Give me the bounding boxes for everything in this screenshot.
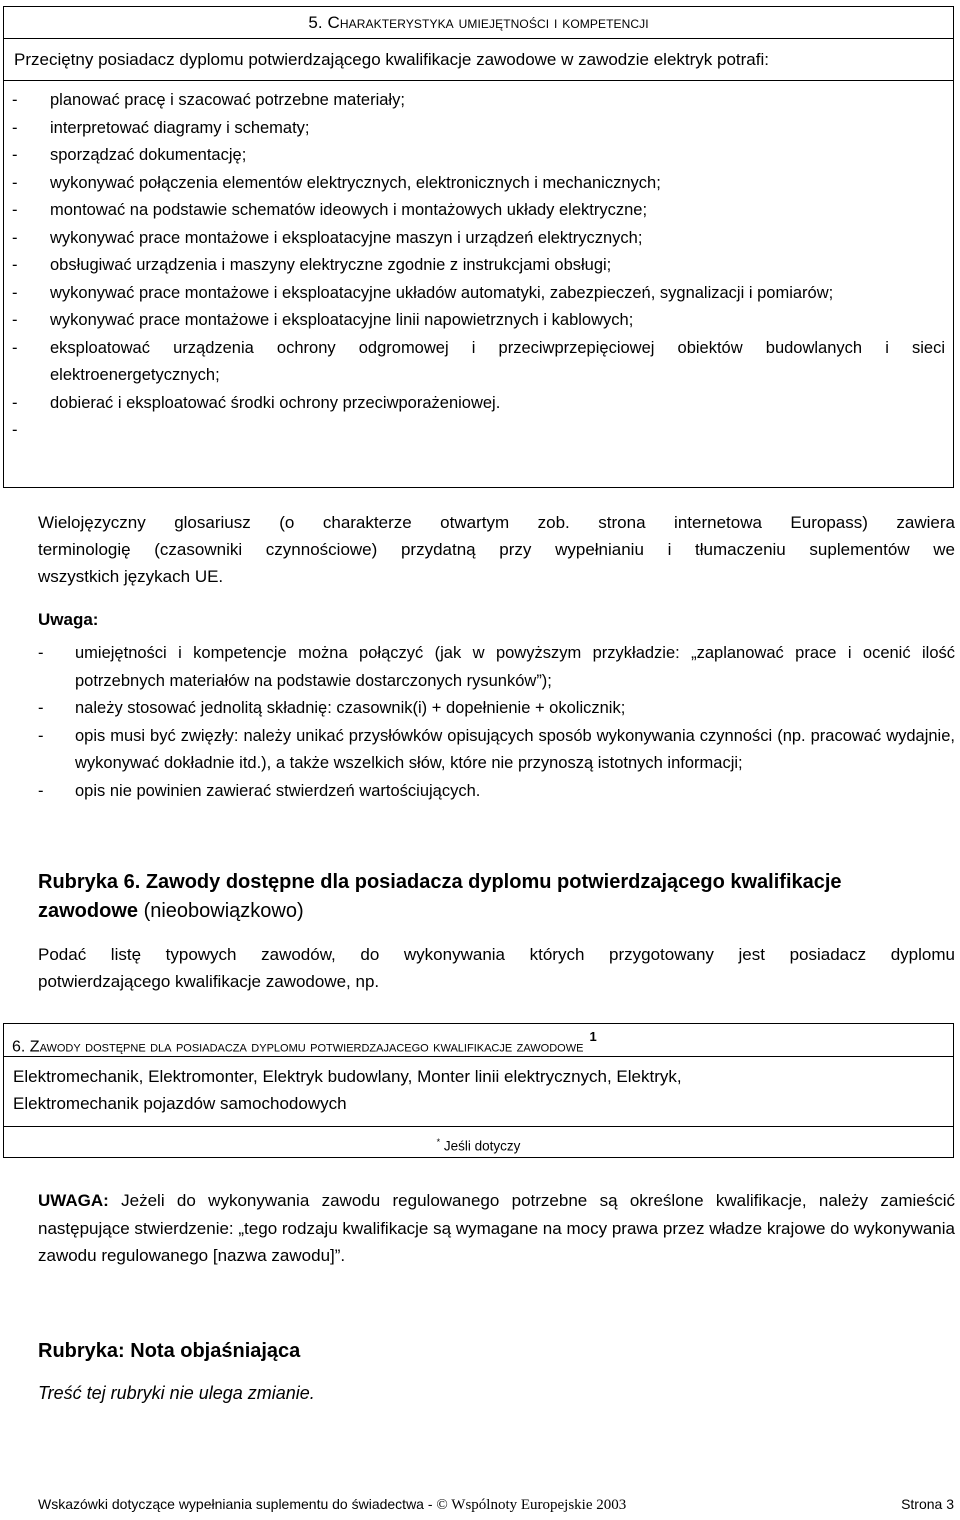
uwaga-regulated-label: UWAGA: <box>38 1191 109 1210</box>
section-6-footnote: * Jeśli dotyczy <box>4 1126 953 1157</box>
uwaga-item: - opis musi być zwięzły: należy unikać przysłówków opisujących sposób wykonywania czynności (np. pracować wydajnie, wykonywać dokładnie itd.), a także wszelkich słów, które nie przynoszą istotnych informacji; <box>38 723 955 778</box>
copyright: © Wspólnoty Europejskie 2003 <box>436 1497 627 1513</box>
page-number: Strona 3 <box>901 1496 954 1512</box>
bullet-dash: - <box>12 118 18 137</box>
bullet-dash: - <box>12 393 18 412</box>
section-6-content <box>4 1057 953 1117</box>
uwaga-item: - umiejętności i kompetencje można połączyć (jak w powyższym przykładzie: „zaplanować prace i ocenić ilość potrzebnych materiałów na podstawie dostarczonych rysunków”); <box>38 640 955 695</box>
bullet-dash: - <box>12 338 18 357</box>
skill-item: - obsługiwać urządzenia i maszyny elektryczne zgodnie z instrukcjami obsługi; <box>12 252 945 280</box>
bullet-dash: - <box>12 173 18 192</box>
skills-list <box>4 81 953 439</box>
glossary-line-1: Wielojęzyczny glosariusz (o charakterze otwartym zob. strona internetowa Europass) zawiera <box>38 513 955 532</box>
glossary-line-2: terminologię (czasowniki czynnościowe) przydatną przy wypełnianiu i tłumaczeniu suplementów we <box>38 540 955 559</box>
nota-text: Treść tej rubryki nie ulega zmianie. <box>38 1383 315 1403</box>
rubryka-6-heading-bold: Rubryka 6. Zawody dostępne dla posiadacza dyplomu potwierdzającego kwalifikacje zawodowe <box>38 871 842 922</box>
glossary-line-3: wszystkich językach UE. <box>38 567 224 586</box>
rubryka-6-desc-line-1: Podać listę typowych zawodów, do wykonywania których przygotowany jest posiadacz dyplomu <box>38 945 955 964</box>
bullet-dash: - <box>12 283 18 302</box>
section-6-box <box>3 1023 954 1158</box>
rubryka-6-heading-optional: (nieobowiązkowo) <box>138 900 304 922</box>
bullet-dash: - <box>38 726 44 745</box>
uwaga-regulated: UWAGA: Jeżeli do wykonywania zawodu regulowanego potrzebne są określone kwalifikacje, należy zamieścić następujące stwierdzenie: „tego rodzaju kwalifikacje są wymagane na mocy prawa przez władze krajowe do wykonywania zawodu regulowanego [nazwa zawodu]”. <box>38 1191 955 1265</box>
skill-item: - wykonywać prace montażowe i eksploatacyjne układów automatyki, zabezpieczeń, sygnalizacji i pomiarów; <box>12 280 945 308</box>
uwaga-title: Uwaga: <box>38 610 99 629</box>
bullet-dash: - <box>12 311 18 329</box>
bullet-dash: - <box>12 421 18 439</box>
section-5-title: 5. Charakterystyka umiejętności i kompetencji <box>4 7 953 39</box>
nota-heading: Rubryka: Nota objaśniająca <box>38 1340 301 1362</box>
footnote-ref: 1 <box>589 1029 597 1044</box>
rubryka-6-heading <box>38 868 918 926</box>
bullet-dash: - <box>12 256 18 274</box>
bullet-dash: - <box>12 228 18 247</box>
bullet-dash: - <box>12 91 18 109</box>
bullet-dash: - <box>38 781 44 800</box>
bullet-dash: - <box>12 201 18 219</box>
skill-item: - planować pracę i szacować potrzebne materiały; <box>12 87 945 115</box>
bullet-dash: - <box>12 146 18 164</box>
skill-item: - sporządzać dokumentację; <box>12 142 945 170</box>
occupations-line-2: Elektromechanik pojazdów samochodowych <box>13 1094 347 1113</box>
uwaga-item: - należy stosować jednolitą składnię: czasownik(i) + dopełnienie + okolicznik; <box>38 695 955 723</box>
occupations-line-1: Elektromechanik, Elektromonter, Elektryk budowlany, Monter linii elektrycznych, Elektryk, <box>13 1067 682 1086</box>
skill-item: - wykonywać prace montażowe i eksploatacyjne linii napowietrznych i kablowych; <box>12 307 945 335</box>
section-5-box <box>3 6 954 488</box>
skill-item: - eksploatować urządzenia ochrony odgromowej i przeciwprzepięciowej obiektów budowlanych i sieci elektroenergetycznych; <box>12 335 945 390</box>
bullet-dash: - <box>38 644 44 662</box>
section-5-intro: Przeciętny posiadacz dyplomu potwierdzającego kwalifikacje zawodowe w zawodzie elektryk potrafi: <box>4 39 953 81</box>
skill-item: - interpretować diagramy i schematy; <box>12 115 945 143</box>
skill-item: - wykonywać prace montażowe i eksploatacyjne maszyn i urządzeń elektrycznych; <box>12 225 945 253</box>
skill-item: - dobierać i eksploatować środki ochrony przeciwporażeniowej. <box>12 390 945 418</box>
page-footer: Wskazówki dotyczące wypełniania suplementu do świadectwa - © Wspólnoty Europejskie 2003 <box>38 1496 627 1513</box>
skill-item: - wykonywać połączenia elementów elektrycznych, elektronicznych i mechanicznych; <box>12 170 945 198</box>
rubryka-6-desc-line-2: potwierdzającego kwalifikacje zawodowe, np. <box>38 972 380 991</box>
skill-item: - montować na podstawie schematów ideowych i montażowych układy elektryczne; <box>12 197 945 225</box>
section-6-title: 6. Zawody dostępne dla posiadacza dyplomu potwierdzajacego kwalifikacje zawodowe$^1$ <box>4 1024 953 1057</box>
bullet-dash: - <box>38 699 44 717</box>
uwaga-item: - opis nie powinien zawierać stwierdzeń wartościujących. <box>38 778 955 806</box>
uwaga-list <box>38 640 955 805</box>
